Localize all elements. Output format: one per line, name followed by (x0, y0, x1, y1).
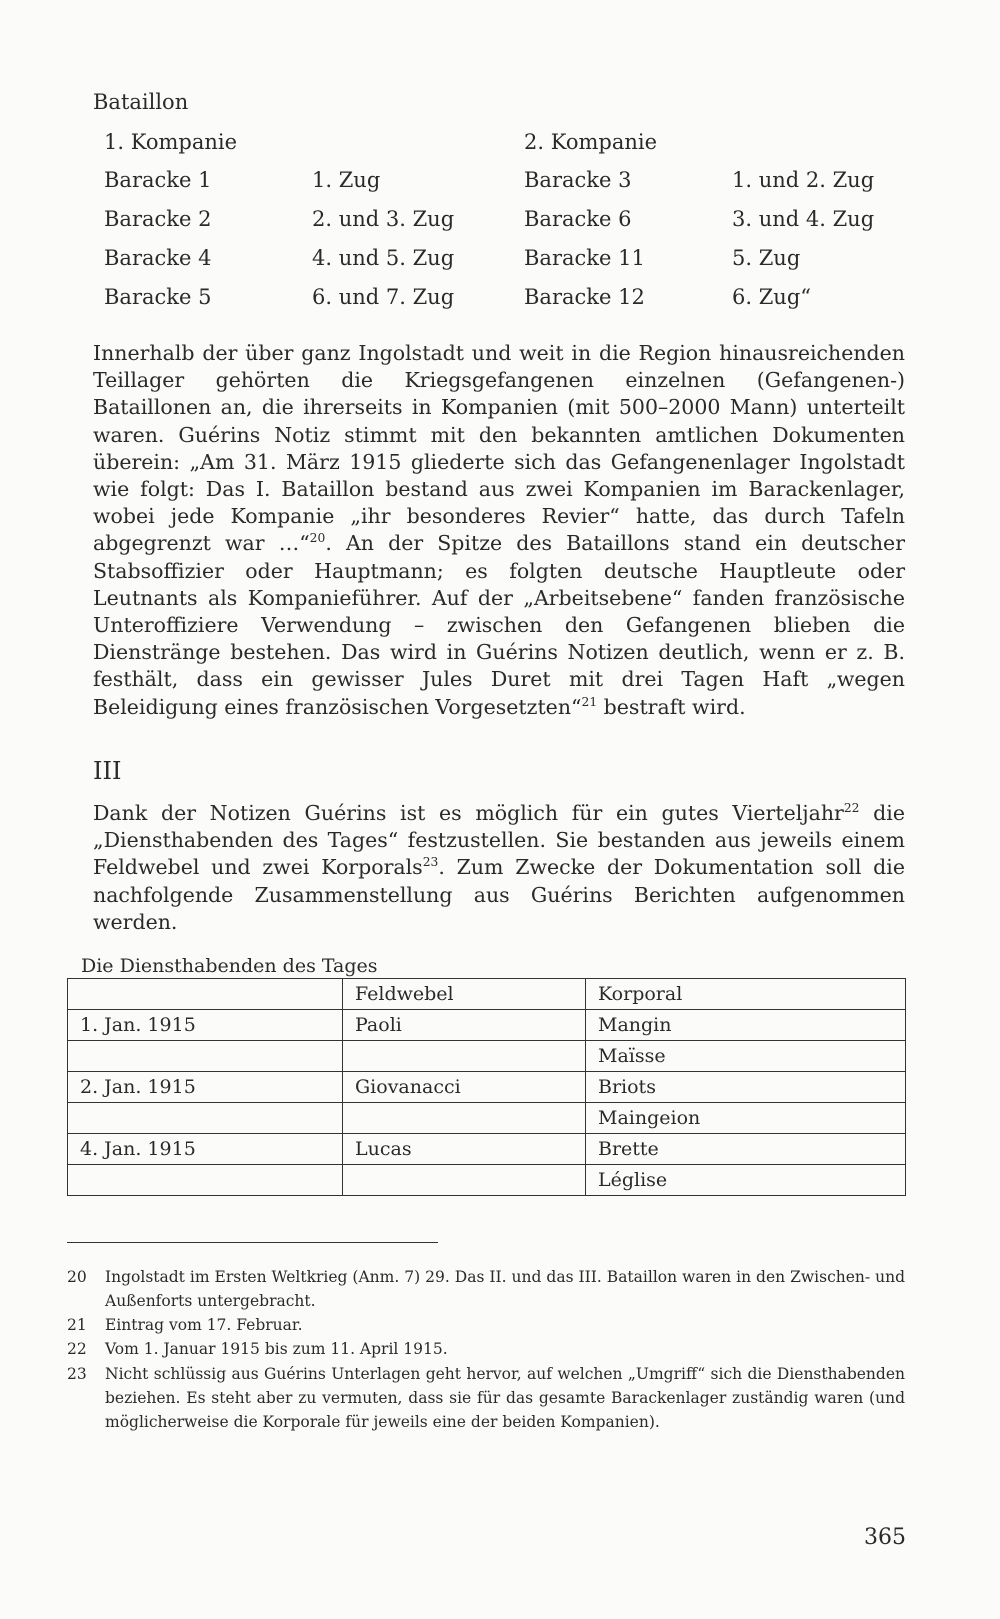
kompanie-1-label: 1. Kompanie (104, 130, 238, 154)
footnote-divider (67, 1242, 438, 1243)
footnote-number: 21 (67, 1316, 87, 1334)
table-caption: Die Diensthabenden des Tages (81, 955, 378, 977)
zug-k1: 6. und 7. Zug (312, 285, 455, 309)
footnote-text: Ingolstadt im Ersten Weltkrieg (Anm. 7) 29. Das II. und das III. Bataillon waren in den Zwischen- und Außenforts untergebracht. (105, 1268, 905, 1310)
footnote-number: 23 (67, 1365, 87, 1383)
para1-text-b: . An der Spitze des Bataillons stand ein deutscher Stabsoffizier oder Hauptmann; es folgten deutsche Hauptleute oder Leutnants als Kompanieführer. Auf der „Arbeitsebene“ fanden französische Unteroffiziere Verwendung – zwischen den Gefangenen blieben die Dienstränge bestehen. Das wird in Guérins Notizen deutlich, wenn er z. B. festhält, dass ein gewisser Jules Duret mit drei Tagen Haft „wegen Beleidigung eines französischen Vorgesetzten“ (93, 531, 905, 719)
zug-k1: 2. und 3. Zug (312, 207, 455, 231)
cell-date (68, 1041, 343, 1072)
para2-text-a: Dank der Notizen Guérins ist es möglich für ein gutes Vierteljahr (93, 801, 844, 825)
cell-date: 1. Jan. 1915 (68, 1010, 343, 1041)
cell-feldwebel (343, 1103, 586, 1134)
zug-k2: 5. Zug (732, 246, 801, 270)
footnote-ref-22[interactable]: 22 (843, 801, 860, 816)
table-row (68, 1165, 906, 1196)
cell-date: 2. Jan. 1915 (68, 1072, 343, 1103)
baracke-k1: Baracke 2 (104, 207, 212, 231)
footnote-ref-20[interactable]: 20 (309, 531, 326, 546)
cell-date (68, 1165, 343, 1196)
zug-k1: 4. und 5. Zug (312, 246, 455, 270)
header-korporal: Korporal (586, 979, 906, 1010)
para1-text-c: bestraft wird. (597, 694, 746, 719)
section-heading: III (93, 757, 122, 785)
footnote (67, 1337, 905, 1361)
org-row (0, 207, 1000, 237)
table-row (68, 1041, 906, 1072)
baracke-k1: Baracke 5 (104, 285, 212, 309)
para2-text-c: . Zum Zwecke der Dokumentation soll die nachfolgende Zusammenstellung aus Guérins Berichten aufgenommen werden. (93, 855, 905, 934)
cell-date (68, 1103, 343, 1134)
table-header-row (68, 979, 906, 1010)
baracke-k1: Baracke 1 (104, 168, 212, 192)
org-row (0, 168, 1000, 198)
baracke-k1: Baracke 4 (104, 246, 212, 270)
footnote-number: 20 (67, 1268, 87, 1286)
table-row (68, 1072, 906, 1103)
org-row (0, 285, 1000, 315)
bataillon-heading: Bataillon (93, 90, 189, 114)
cell-korporal: Brette (586, 1134, 906, 1165)
footnote-ref-23[interactable]: 23 (422, 855, 439, 870)
org-kompanie-row (0, 130, 1000, 160)
zug-k2: 3. und 4. Zug (732, 207, 875, 231)
cell-date: 4. Jan. 1915 (68, 1134, 343, 1165)
footnote-number: 22 (67, 1340, 87, 1358)
footnote-text: Nicht schlüssig aus Guérins Unterlagen geht hervor, auf welchen „Umgriff“ sich die Diensthabenden beziehen. Es steht aber zu vermuten, dass sie für das gesamte Barackenlager zuständig waren (und möglicherweise die Korporale für jeweils eine der beiden Kompanien). (105, 1365, 905, 1431)
header-feldwebel: Feldwebel (343, 979, 586, 1010)
para1-text-a: Innerhalb der über ganz Ingolstadt und weit in die Region hinausreichenden Teillager gehörten die Kriegsgefangenen einzelnen (Gefangenen-) Bataillonen an, die ihrerseits in Kompanien (mit 500–2000 Mann) unterteilt waren. Guérins Notiz stimmt mit den bekannten amtlichen Dokumenten überein: „Am 31. März 1915 gliederte sich das Gefangenenlager Ingolstadt wie folgt: Das I. Bataillon bestand aus zwei Kompanien im Barackenlager, wobei jede Kompanie „ihr besonderes Revier“ hatte, das durch Tafeln abgegrenzt war …“ (93, 341, 905, 556)
baracke-k2: Baracke 11 (524, 246, 645, 270)
cell-feldwebel (343, 1041, 586, 1072)
cell-korporal: Briots (586, 1072, 906, 1103)
table-row (68, 1010, 906, 1041)
body-paragraph-2 (93, 800, 905, 936)
zug-k2: 1. und 2. Zug (732, 168, 875, 192)
zug-k2: 6. Zug“ (732, 285, 812, 309)
table-row (68, 1103, 906, 1134)
cell-feldwebel: Giovanacci (343, 1072, 586, 1103)
zug-k1: 1. Zug (312, 168, 381, 192)
footnote-ref-21[interactable]: 21 (581, 694, 598, 709)
cell-korporal: Maïsse (586, 1041, 906, 1072)
table-row (68, 1134, 906, 1165)
baracke-k2: Baracke 3 (524, 168, 632, 192)
cell-feldwebel: Paoli (343, 1010, 586, 1041)
cell-korporal: Maingeion (586, 1103, 906, 1134)
para2-text-b: die „Diensthabenden des Tages“ festzustellen. Sie bestanden aus jeweils einem Feldwebel und zwei Korporals (93, 801, 905, 880)
footnote-text: Vom 1. Januar 1915 bis zum 11. April 1915. (105, 1340, 448, 1358)
footnote-text: Eintrag vom 17. Februar. (105, 1316, 303, 1334)
footnote (67, 1362, 905, 1434)
cell-korporal: Mangin (586, 1010, 906, 1041)
cell-korporal: Léglise (586, 1165, 906, 1196)
header-date (68, 979, 343, 1010)
baracke-k2: Baracke 12 (524, 285, 645, 309)
footnote (67, 1313, 905, 1337)
footnote (67, 1265, 905, 1313)
body-paragraph-1 (93, 340, 905, 721)
org-row (0, 246, 1000, 276)
duty-table (67, 978, 906, 1196)
page-number: 365 (864, 1525, 906, 1550)
kompanie-2-label: 2. Kompanie (524, 130, 658, 154)
cell-feldwebel (343, 1165, 586, 1196)
baracke-k2: Baracke 6 (524, 207, 632, 231)
cell-feldwebel: Lucas (343, 1134, 586, 1165)
